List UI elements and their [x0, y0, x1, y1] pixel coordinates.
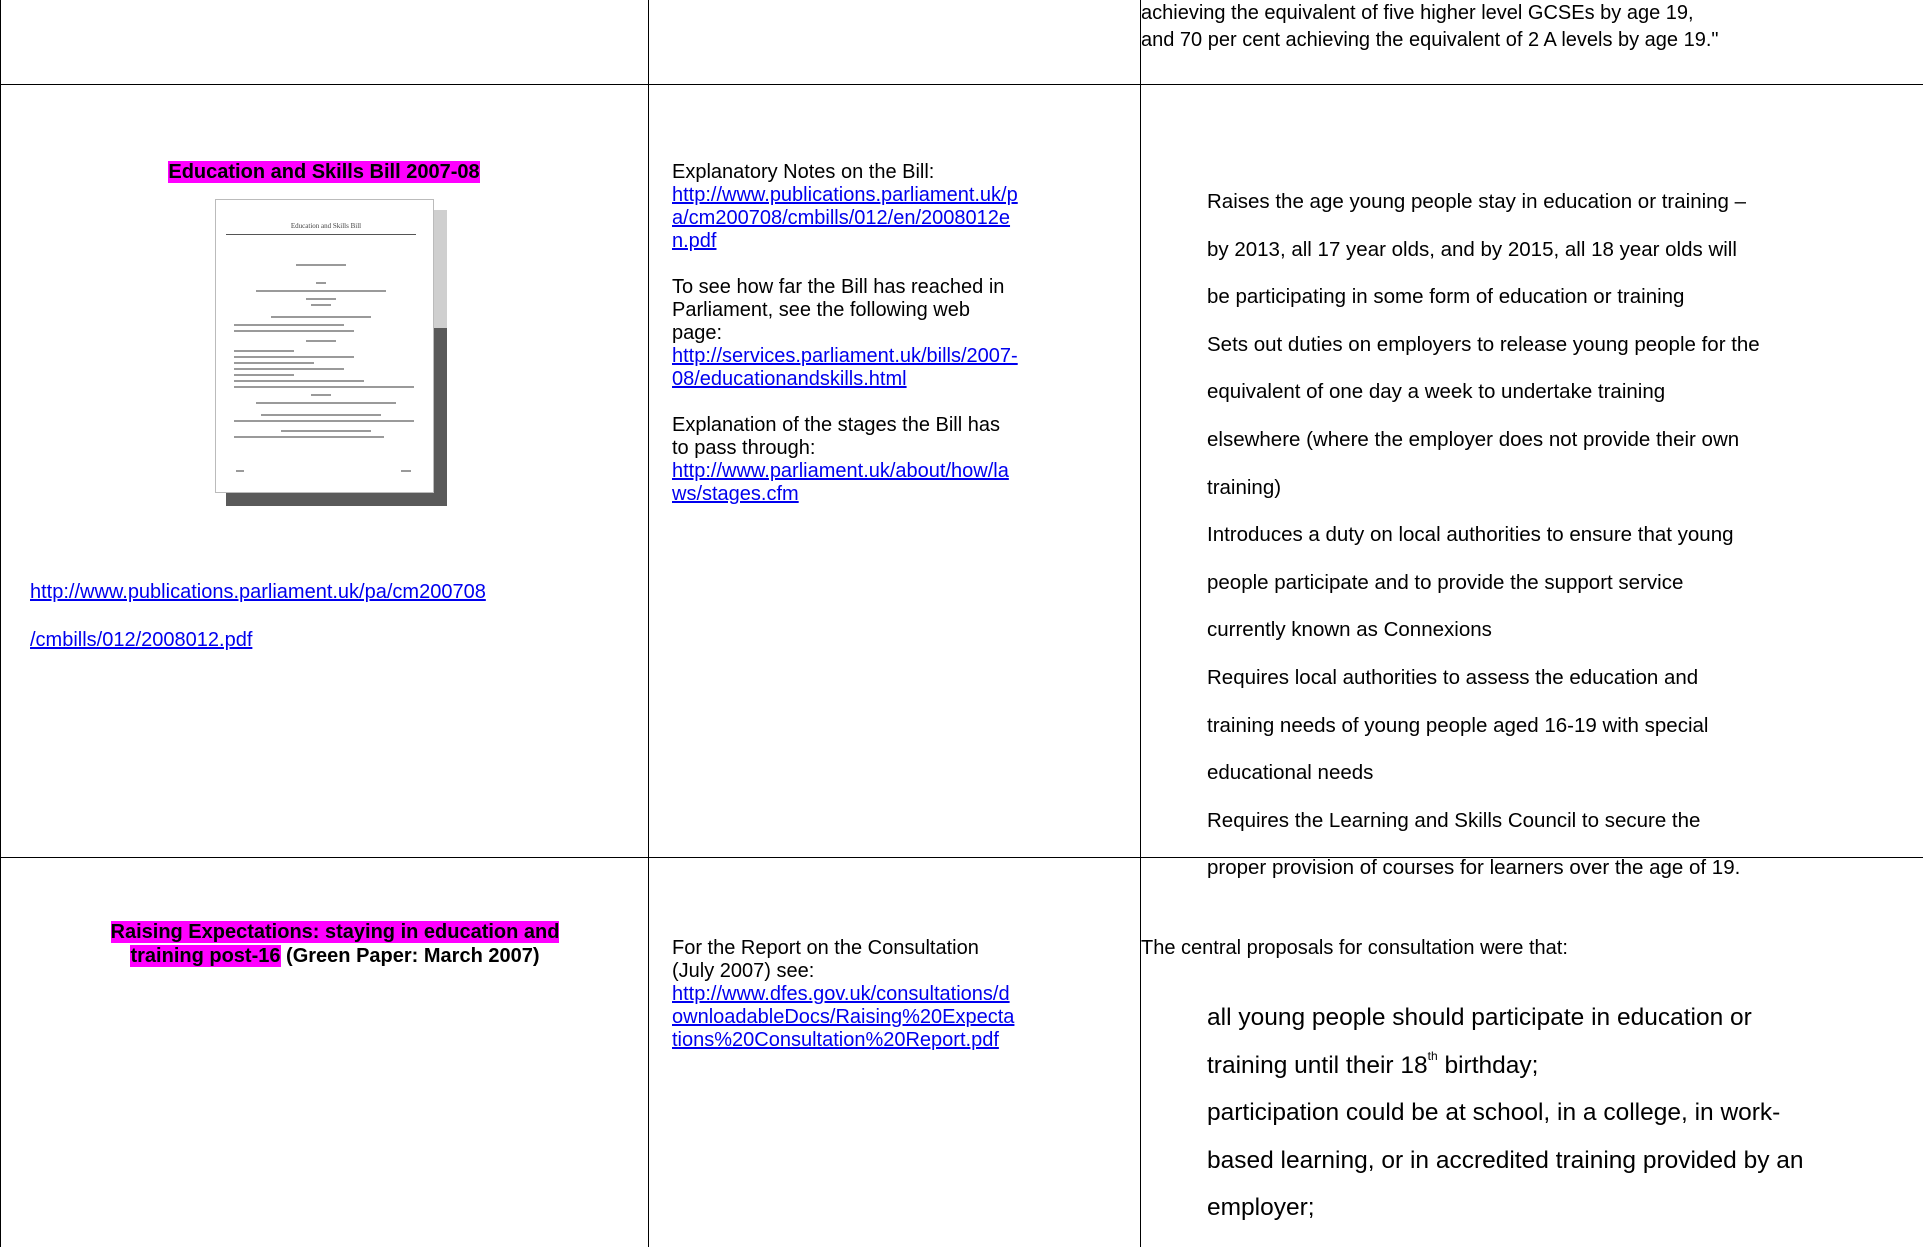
thumbnail-line [234, 362, 314, 364]
bill-progress-text-line: To see how far the Bill has reached in [672, 276, 1005, 298]
bill-summary-line: training needs of young people aged 16-19 with special [1207, 713, 1709, 737]
bill-stages-link-line: http://www.parliament.uk/about/how/la [672, 460, 1009, 482]
report-text-line: (July 2007) see: [672, 960, 815, 982]
green-paper-title-highlight-2: training post-16 [130, 945, 281, 967]
row0-text [1141, 0, 1923, 54]
consultation-report-link-line: tions%20Consultation%20Report.pdf [672, 1029, 999, 1051]
thumbnail-line [261, 414, 381, 416]
bill-summary-line: Requires local authorities to assess the education and [1207, 665, 1699, 689]
column-divider-2 [648, 0, 649, 1247]
bill-progress-link-line: 08/educationandskills.html [672, 368, 907, 390]
bill-notes-cell [672, 161, 1132, 506]
thumbnail-line [234, 368, 344, 370]
thumbnail-line [306, 298, 336, 300]
bill-progress-link[interactable] [672, 345, 1132, 391]
explanatory-notes-link-line: n.pdf [672, 230, 717, 252]
explanatory-notes-link[interactable] [672, 184, 1132, 253]
bill-summary-line: elsewhere (where the employer does not provide their own [1207, 427, 1740, 451]
thumbnail-line [401, 470, 411, 472]
bill-stages-link-line: ws/stages.cfm [672, 483, 799, 505]
bill-progress-text [672, 276, 1132, 345]
thumbnail-line [281, 430, 371, 432]
bill-title-highlight: Education and Skills Bill 2007-08 [168, 161, 480, 183]
bill-progress-link-line: http://services.parliament.uk/bills/2007- [672, 345, 1018, 367]
bill-summary-line: educational needs [1207, 761, 1374, 785]
document-thumbnail [215, 199, 434, 493]
thumbnail-line [234, 330, 354, 332]
bill-stages-text-line: to pass through: [672, 437, 816, 459]
explanatory-notes-link-line: http://www.publications.parliament.uk/p [672, 184, 1018, 206]
bill-summary-line: training) [1207, 475, 1282, 499]
thumbnail-line [271, 316, 371, 318]
thumbnail-line [234, 350, 294, 352]
thumbnail-line [234, 436, 384, 438]
proposals-intro: The central proposals for consultation were that: [1141, 937, 1568, 959]
bill-pdf-link[interactable] [30, 568, 640, 664]
thumbnail-line [234, 324, 344, 326]
thumbnail-line [311, 394, 331, 396]
thumbnail-line [306, 340, 336, 342]
green-paper-title [30, 920, 640, 968]
column-divider-3 [1140, 0, 1141, 1247]
bill-summary-line: Raises the age young people stay in education or training – [1207, 190, 1747, 213]
row0-line2: and 70 per cent achieving the equivalent of 2 A levels by age 19." [1141, 29, 1719, 51]
bill-summary-line: Requires the Learning and Skills Council to secure the [1207, 808, 1701, 832]
bill-summary-list [1207, 178, 1923, 892]
thumbnail-line [234, 356, 354, 358]
bill-pdf-link-block [30, 568, 640, 664]
green-paper-report-cell [672, 937, 1132, 1052]
row0-line1: achieving the equivalent of five higher level GCSEs by age 19, [1141, 2, 1694, 24]
consultation-report-link-line: ownloadableDocs/Raising%20Expecta [672, 1006, 1015, 1028]
bill-stages-link[interactable] [672, 460, 1132, 506]
ordinal-suffix: th [1427, 1048, 1438, 1063]
explanatory-notes-label: Explanatory Notes on the Bill: [672, 161, 935, 183]
thumbnail-line [236, 470, 244, 472]
bill-summary-line: be participating in some form of education or training [1207, 285, 1685, 309]
bill-pdf-link-line2: /cmbills/012/2008012.pdf [30, 629, 253, 651]
bill-pdf-link-line1: http://www.publications.parliament.uk/pa/cm200708 [30, 581, 486, 603]
thumbnail-rule [226, 234, 416, 235]
bill-summary-line: by 2013, all 17 year olds, and by 2015, all 18 year olds will [1207, 237, 1737, 261]
thumbnail-line [311, 304, 331, 306]
consultation-report-link-line: http://www.dfes.gov.uk/consultations/d [672, 983, 1010, 1005]
thumbnail-line [234, 386, 414, 388]
bill-progress-text-line: Parliament, see the following web [672, 299, 970, 321]
explanatory-notes-link-line: a/cm200708/cmbills/012/en/2008012e [672, 207, 1011, 229]
proposal-text: birthday; [1437, 1051, 1539, 1079]
bill-progress-text-line: page: [672, 322, 723, 344]
thumbnail-line [234, 420, 414, 422]
proposal-line [1207, 1042, 1923, 1090]
bill-summary-line: Introduces a duty on local authorities to ensure that young [1207, 523, 1734, 547]
report-text [672, 937, 1132, 983]
thumbnail-title: Education and Skills Bill [290, 222, 362, 230]
report-text-line: For the Report on the Consultation [672, 937, 979, 959]
thumbnail-line [234, 380, 364, 382]
proposal-line: participation could be at school, in a college, in work- [1207, 1099, 1781, 1127]
bill-summary-line: people participate and to provide the support service [1207, 570, 1684, 594]
green-paper-title-highlight-1: Raising Expectations: staying in education and [110, 921, 560, 943]
bill-summary-line: proper provision of courses for learners over the age of 19. [1207, 856, 1741, 880]
thumbnail-line [316, 282, 326, 284]
proposal-line: all young people should participate in education or [1207, 1004, 1752, 1031]
bill-summary-line: currently known as Connexions [1207, 618, 1492, 642]
bill-title [0, 161, 648, 184]
thumbnail-line [256, 290, 386, 292]
green-paper-title-date: (Green Paper: March 2007) [280, 945, 540, 967]
column-divider-1 [0, 0, 1, 1247]
bill-stages-text [672, 414, 1132, 460]
bill-summary-line: equivalent of one day a week to undertake training [1207, 380, 1666, 404]
bill-stages-text-line: Explanation of the stages the Bill has [672, 414, 1000, 436]
thumbnail-line [256, 402, 396, 404]
proposal-text: training until their 18 [1207, 1051, 1428, 1079]
consultation-report-link[interactable] [672, 983, 1132, 1052]
proposals-list [1207, 994, 1923, 1232]
thumbnail-line [296, 264, 346, 266]
bill-summary-line: Sets out duties on employers to release young people for the [1207, 332, 1760, 356]
row-divider-1 [0, 84, 1923, 85]
proposal-line: based learning, or in accredited training provided by an [1207, 1146, 1804, 1174]
thumbnail-line [234, 374, 294, 376]
proposal-line: employer; [1207, 1194, 1315, 1222]
